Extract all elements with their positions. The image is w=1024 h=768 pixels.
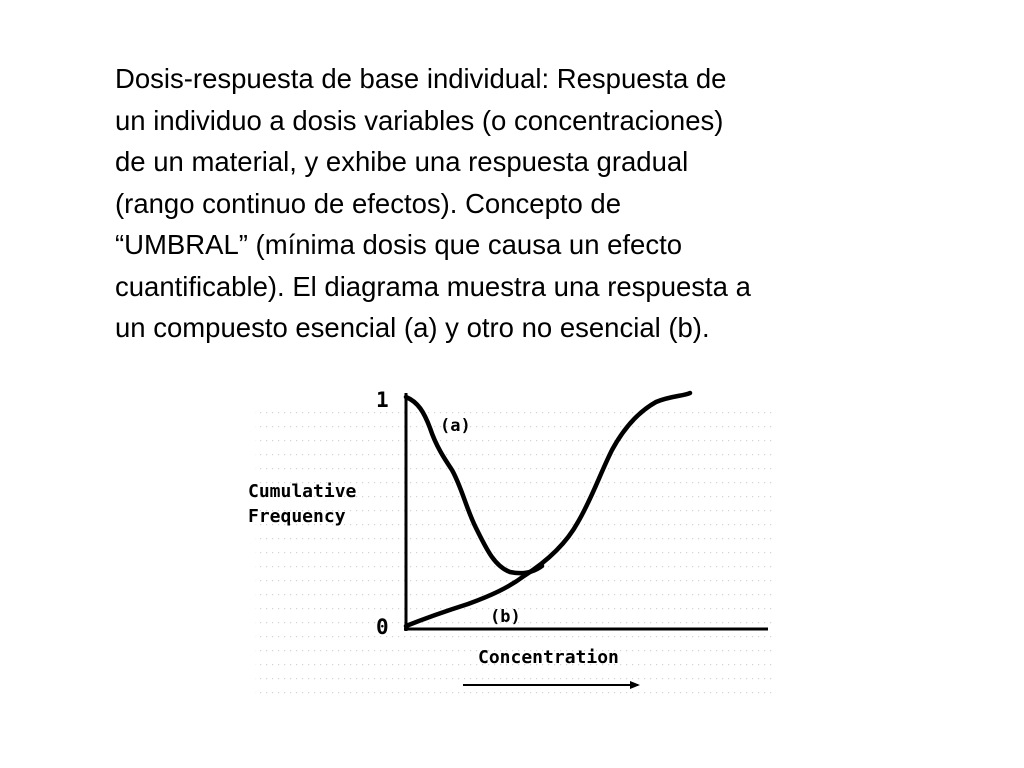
text-line: Dosis-respuesta de base individual: Respuesta de: [115, 63, 727, 94]
curve-a-label: (a): [440, 416, 471, 436]
y-axis-label-line1: Cumulative: [248, 481, 357, 502]
text-line: un compuesto esencial (a) y otro no esencial (b).: [115, 312, 710, 343]
text-line: un individuo a dosis variables (o concentraciones): [115, 104, 724, 136]
y-tick-label-top: 1: [376, 388, 389, 412]
y-axis-label-line2: Frequency: [248, 506, 346, 527]
text-line: cuantificable). El diagrama muestra una respuesta a: [115, 270, 751, 302]
y-tick-label-bottom: 0: [376, 615, 389, 639]
text-line: “UMBRAL” (mínima dosis que causa un efecto: [115, 229, 683, 260]
curve-b-label: (b): [490, 607, 521, 627]
text-line: (rango continuo de efectos). Concepto de: [115, 187, 622, 219]
text-line: de un material, y exhibe una respuesta gradual: [115, 146, 689, 177]
x-axis-label: Concentration: [478, 647, 619, 668]
